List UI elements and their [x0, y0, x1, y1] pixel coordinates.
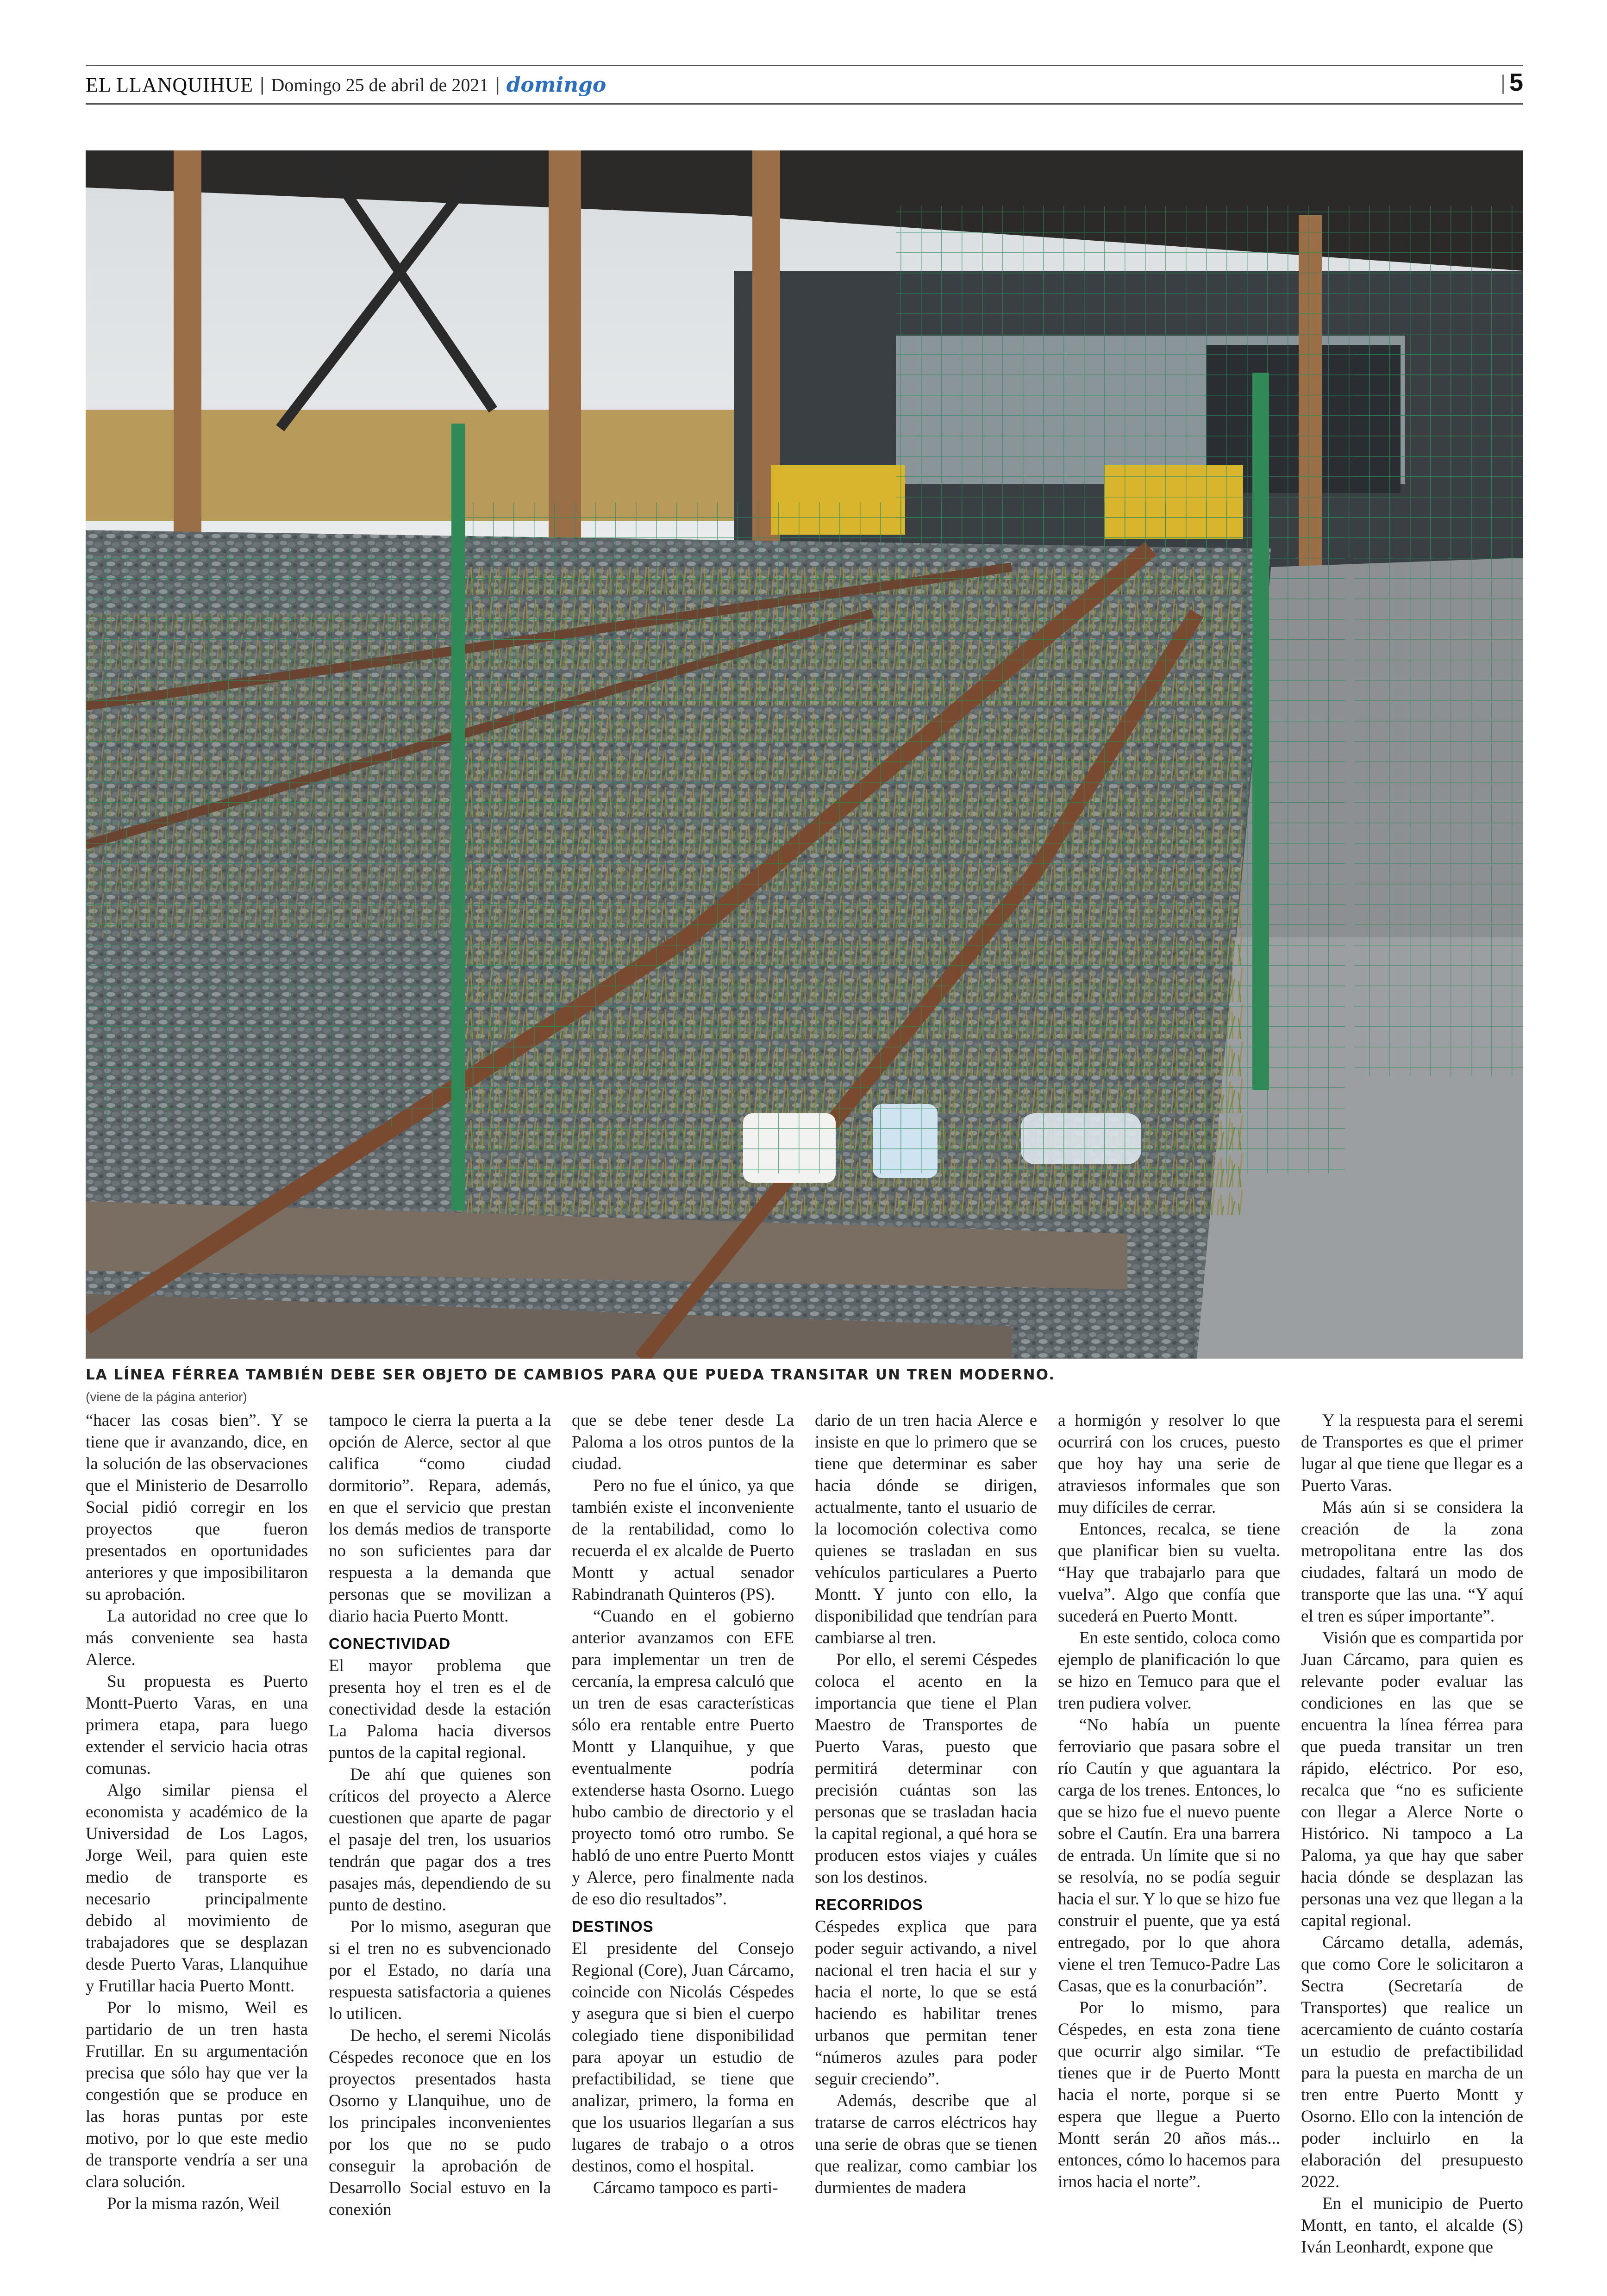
publication-name: EL LLANQUIHUE [86, 73, 254, 96]
article-paragraph: Además, describe que al tratarse de carros eléctricos hay una serie de obras que se tienen que realizar, como cambiar los durmientes de madera [815, 2091, 1037, 2197]
article-column-4 [815, 1410, 1037, 2275]
article-paragraph: De hecho, el seremi Nicolás Céspedes reconoce que en los proyectos presentados hasta Osorno y Llanquihue, uno de los principales inconvenientes por los que no se pudo conseguir la aprobación de Desarrollo Social estuvo en la conexión [329, 2026, 551, 2219]
photo-caption: LA LÍNEA FÉRREA TAMBIÉN DEBE SER OBJETO DE CAMBIOS PARA QUE PUEDA TRANSITAR UN TREN MODERNO. [86, 1366, 1056, 1383]
article-paragraph: que se debe tener desde La Paloma a los otros puntos de la ciudad. [572, 1411, 794, 1473]
article-paragraph: Por la misma razón, Weil [107, 2194, 280, 2213]
article-paragraph: Visión que es compartida por Juan Cárcamo, para quien es relevante poder evaluar las condiciones en las que se encuentra la línea férrea para que pueda transitar un tren rápido, eléctrico. Por eso, recalca que “no es suficiente con llegar a Alerce Norte o Histórico. Ni tampoco a La Paloma, ya que hay que saber hacia dónde se desplazan las personas una vez que llegan a la capital regional. [1301, 1628, 1523, 1930]
article-paragraph: La autoridad no cree que lo más conveniente sea hasta Alerce. [86, 1607, 308, 1669]
section-subheading: RECORRIDOS [815, 1896, 923, 1913]
article-paragraph: En el municipio de Puerto Montt, en tanto, el alcalde (S) Iván Leonhardt, expone que [1301, 2194, 1523, 2257]
article-paragraph: Y la respuesta para el seremi de Transportes es que el primer lugar al que tiene que llegar es a Puerto Varas. [1301, 1411, 1523, 1495]
issue-date: Domingo 25 de abril de 2021 [271, 74, 489, 95]
railway-tracks-under-station-canopy-icon [86, 150, 1523, 1359]
header-separator: | [260, 74, 265, 95]
header-separator: | [495, 74, 500, 95]
article-paragraph: “hacer las cosas bien”. Y se tiene que ir avanzando, dice, en la solución de las observaciones que el Ministerio de Desarrollo Social pidió corregir en los proyectos que fueron presentados en oportunidades anteriores y que imposibilitaron su aprobación. [86, 1411, 308, 1604]
article-paragraph: Por ello, el seremi Céspedes coloca el acento en la importancia que tiene el Plan Maestro de Transportes de Puerto Varas, puesto que permitirá determinar con precisión cuántas son las personas que se trasladan hacia la capital regional, a qué hora se producen estos viajes y cuáles son los destinos. [815, 1650, 1037, 1887]
article-paragraph: Cárcamo detalla, además, que como Core le solicitaron a Sectra (Secretaría de Transportes) que realice un acercamiento de cuánto costaría un estudio de prefactibilidad para la puesta en marcha de un tren entre Puerto Montt y Osorno. Ello con la intención de poder incluirlo en la elaboración del presupuesto 2022. [1301, 1933, 1523, 2191]
article-paragraph: De ahí que quienes son críticos del proyecto a Alerce cuestionen que aparte de pagar el pasaje del tren, los usuarios tendrán que pagar dos a tres pasajes más, dependiendo de su punto de destino. [329, 1765, 551, 1915]
article-paragraph: Más aún si se considera la creación de la zona metropolitana entre las dos ciudades, faltará un modo de transporte que las una. “Y aquí el tren es súper importante”. [1301, 1498, 1523, 1626]
article-column-3 [572, 1410, 794, 2275]
section-subheading: DESTINOS [572, 1918, 654, 1935]
page-header [86, 65, 1523, 105]
article-paragraph: Por lo mismo, para Céspedes, en esta zona tiene que ocurrir algo similar. “Te tienes que ir de Puerto Montt hacia el norte, porque si se espera que llegue a Puerto Montt serán 20 años más... entonces, cómo lo hacemos para irnos hacia el norte”. [1058, 1998, 1280, 2191]
article-paragraph: El mayor problema que presenta hoy el tren es el de conectividad desde la estación La Paloma hacia diversos puntos de la capital regional. [329, 1656, 551, 1762]
article-paragraph: “Cuando en el gobierno anterior avanzamos con EFE para implementar un tren de cercanía, la empresa calculó que un tren de esas características sólo era rentable entre Puerto Montt y Llanquihue, y que eventualmente podría extenderse hasta Osorno. Luego hubo cambio de directorio y el proyecto tomó otro rumbo. Se habló de uno entre Puerto Montt y Alerce, pero finalmente nada de eso dio resultados”. [572, 1607, 794, 1909]
article-paragraph: Cárcamo tampoco es parti- [593, 2178, 778, 2197]
railway-photo [86, 150, 1523, 1359]
section-subheading: CONECTIVIDAD [329, 1635, 451, 1652]
article-paragraph: tampoco le cierra la puerta a la opción de Alerce, sector al que califica “como ciudad dormitorio”. Repara, además, en que el servicio que prestan los demás medios de transporte no son suficientes para dar respuesta a la demanda que personas que se movilizan a diario hacia Puerto Montt. [329, 1411, 551, 1626]
article-paragraph: Algo similar piensa el economista y académico de la Universidad de Los Lagos, Jorge Weil, para quien este medio de transporte es necesario principalmente debido al movimiento de trabajadores que se desplazan desde Puerto Varas, Llanquihue y Frutillar hacia Puerto Montt. [86, 1781, 308, 1996]
section-name: domingo [506, 73, 607, 97]
continued-note: (viene de la página anterior) [86, 1390, 247, 1404]
article-paragraph: Céspedes explica que para poder seguir activando, a nivel nacional el tren hacia el sur y hacia el norte, lo que se está haciendo es habilitar trenes urbanos que permitan tener “números azules para poder seguir creciendo”. [815, 1917, 1037, 2089]
page-number-bar [1502, 75, 1504, 94]
article-paragraph: Por lo mismo, aseguran que si el tren no es subvencionado por el Estado, no daría una respuesta satisfactoria a quienes lo utilicen. [329, 1917, 551, 2023]
article-paragraph: Por lo mismo, Weil es partidario de un tren hasta Frutillar. En su argumentación precisa que sólo hay que ver la congestión que se produce en las horas puntas por este motivo, por lo que este medio de transporte vendría a ser una clara solución. [86, 1998, 308, 2191]
page-number-value: 5 [1509, 69, 1523, 96]
article-column-5 [1058, 1410, 1280, 2275]
article-paragraph: El presidente del Consejo Regional (Core), Juan Cárcamo, coincide con Nicolás Céspedes y asegura que si bien el cuerpo colegiado tiene disponibilidad para apoyar un estudio de prefactibilidad, se tiene que analizar, primero, la forma en que los usuarios llegarían a sus lugares de trabajo o a otros destinos, como el hospital. [572, 1939, 794, 2176]
article-paragraph: a hormigón y resolver lo que ocurrirá con los cruces, puesto que hoy hay una serie de atraviesos informales que son muy difíciles de cerrar. [1058, 1411, 1280, 1517]
article-column-6 [1301, 1410, 1523, 2275]
article-column-2 [329, 1410, 551, 2275]
article-paragraph: Su propuesta es Puerto Montt-Puerto Varas, en una primera etapa, para luego extender el servicio hacia otras comunas. [86, 1672, 308, 1778]
article-paragraph: dario de un tren hacia Alerce e insiste en que lo primero que se tiene que determinar es saber hacia dónde se dirigen, actualmente, tanto el usuario de la locomoción colectiva como quienes se trasladan en sus vehículos particulares a Puerto Montt. Y junto con ello, la disponibilidad que tendrían para cambiarse al tren. [815, 1411, 1037, 1647]
article-paragraph: “No había un puente ferroviario que pasara sobre el río Cautín y que aguantara la carga de los trenes. Entonces, lo que se hizo fue el nuevo puente sobre el Cautín. Era una barrera de entrada. Un límite que si no se resolvía, no se podía seguir hacia el sur. Y lo que se hizo fue construir el puente, que ya está entregado, por lo que ahora viene el tren Temuco-Padre Las Casas, que es la conurbación”. [1058, 1716, 1280, 1996]
article-paragraph: En este sentido, coloca como ejemplo de planificación lo que se hizo en Temuco para que el tren pudiera volver. [1058, 1628, 1280, 1713]
article-paragraph: Pero no fue el único, ya que también existe el inconveniente de la rentabilidad, como lo recuerda el ex alcalde de Puerto Montt y actual senador Rabindranath Quinteros (PS). [572, 1476, 794, 1604]
article-paragraph: Entonces, recalca, se tiene que planificar bien su vuelta. “Hay que trabajarlo para que vuelva”. Algo que confía que sucederá en Puerto Montt. [1058, 1520, 1280, 1626]
article-column-1 [86, 1410, 308, 2275]
page-number [1502, 68, 1523, 97]
